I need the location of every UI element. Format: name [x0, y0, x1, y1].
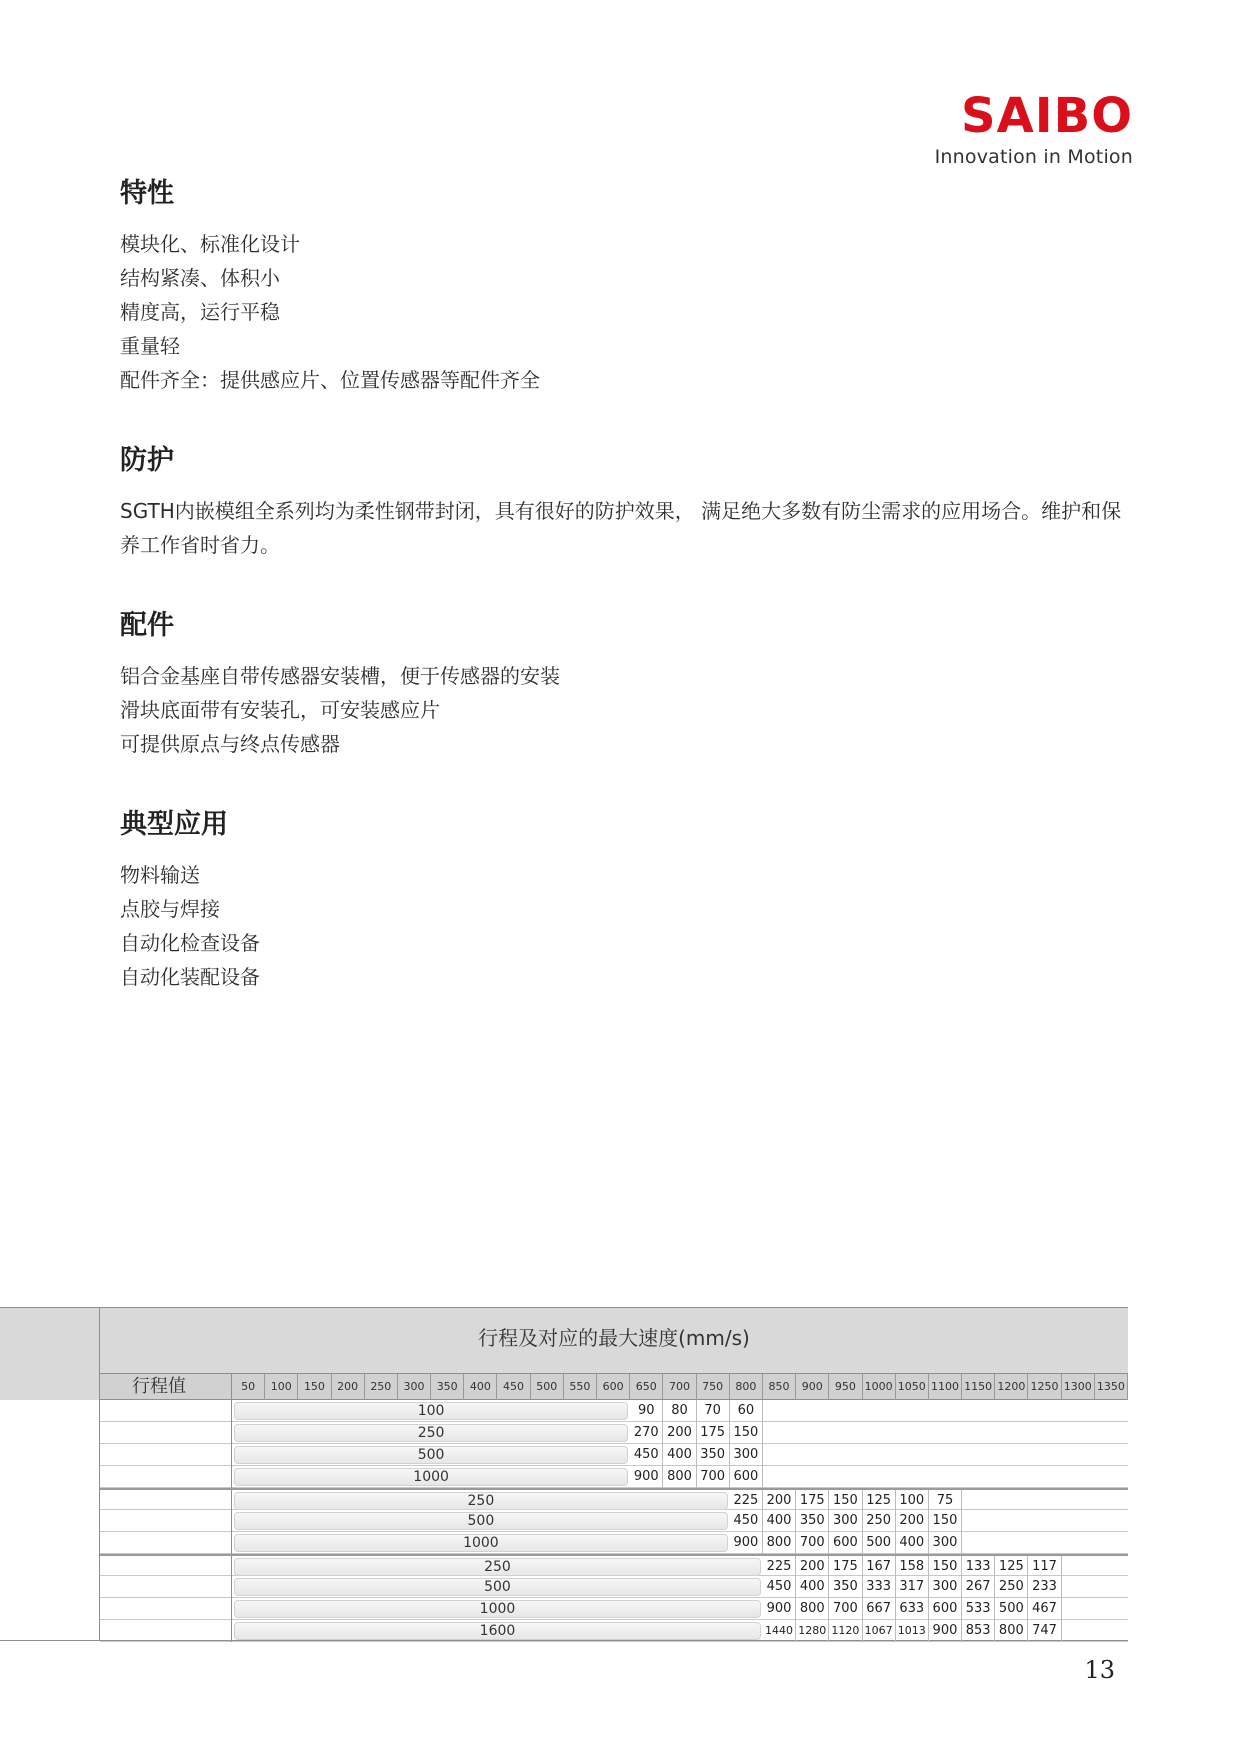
stroke-axis-cell: 1350	[1095, 1374, 1128, 1400]
speed-value-cell: 133	[962, 1556, 995, 1578]
section-title-features: 特性	[120, 178, 174, 209]
stroke-axis-cell: 100	[265, 1374, 298, 1400]
table-row	[100, 1466, 1128, 1488]
speed-value-cell: 1120	[829, 1620, 862, 1642]
stroke-axis-cell: 300	[398, 1374, 431, 1400]
stroke-axis-cell: 650	[630, 1374, 663, 1400]
feature-line-3: 精度高，运行平稳	[120, 300, 280, 325]
row-label-cell	[100, 1532, 232, 1554]
table-row	[100, 1620, 1128, 1642]
stroke-range-label: 500	[417, 1447, 445, 1463]
speed-value-cell: 600	[929, 1598, 962, 1620]
speed-value-cell: 400	[796, 1576, 829, 1598]
speed-value-cell: 225	[763, 1556, 796, 1578]
table-title: 行程及对应的最大速度(mm/s)	[478, 1326, 750, 1350]
speed-value-cell: 175	[796, 1490, 829, 1512]
stroke-axis-cell: 1250	[1028, 1374, 1061, 1400]
protection-paragraph: SGTH内嵌模组全系列均为柔性钢带封闭，具有很好的防护效果， 满足绝大多数有防尘需求的应用场合。维护和保养工作省时省力。	[120, 499, 1122, 558]
table-row	[100, 1510, 1128, 1532]
speed-value-cell: 400	[896, 1532, 929, 1554]
speed-value-cell: 100	[896, 1490, 929, 1512]
features-section	[120, 178, 1130, 397]
speed-value-cell: 600	[730, 1466, 763, 1488]
table-row	[100, 1400, 1128, 1422]
speed-value-cell: 125	[863, 1490, 896, 1512]
content-area	[120, 178, 1130, 1042]
accessory-line-1: 铝合金基座自带传感器安装槽，便于传感器的安装	[120, 664, 560, 689]
speed-value-cell: 300	[929, 1532, 962, 1554]
application-line-4: 自动化装配设备	[120, 965, 260, 990]
speed-value-cell: 200	[796, 1556, 829, 1578]
speed-value-cell: 450	[730, 1510, 763, 1532]
speed-value-cell: 1440	[763, 1620, 796, 1642]
speed-value-cell: 900	[763, 1598, 796, 1620]
speed-value-cell: 900	[730, 1532, 763, 1554]
speed-value-cell: 800	[796, 1598, 829, 1620]
stroke-axis-cell: 850	[763, 1374, 796, 1400]
speed-value-cell: 800	[663, 1466, 696, 1488]
speed-value-cell: 533	[962, 1598, 995, 1620]
stroke-axis-cell: 1100	[929, 1374, 962, 1400]
table-row	[100, 1532, 1128, 1554]
stroke-axis-cell: 50	[232, 1374, 265, 1400]
row-label-header: 行程值	[100, 1374, 232, 1400]
speed-value-cell: 225	[730, 1490, 763, 1512]
stroke-axis-cell: 550	[564, 1374, 597, 1400]
stroke-range-label: 250	[467, 1493, 495, 1509]
stroke-range-label: 1000	[413, 1469, 449, 1485]
speed-value-cell: 317	[896, 1576, 929, 1598]
speed-value-cell: 167	[863, 1556, 896, 1578]
speed-value-cell: 1280	[796, 1620, 829, 1642]
row-label-cell	[100, 1422, 232, 1444]
stroke-range-label: 1600	[479, 1623, 516, 1639]
stroke-axis-cell: 800	[730, 1374, 763, 1400]
speed-value-cell: 400	[663, 1444, 696, 1466]
brand-block	[903, 88, 1133, 168]
row-label-cell	[100, 1400, 232, 1422]
row-label-cell	[100, 1556, 232, 1578]
speed-value-cell: 853	[962, 1620, 995, 1642]
section-title-applications: 典型应用	[120, 809, 228, 841]
stroke-axis-cell: 700	[663, 1374, 696, 1400]
protection-section	[120, 445, 1130, 562]
speed-value-cell: 500	[863, 1532, 896, 1554]
stroke-axis-cell: 1200	[995, 1374, 1028, 1400]
application-line-1: 物料输送	[120, 863, 200, 888]
application-line-3: 自动化检查设备	[120, 931, 260, 956]
speed-value-cell: 350	[796, 1510, 829, 1532]
speed-value-cell: 200	[896, 1510, 929, 1532]
stroke-axis-cell: 500	[531, 1374, 564, 1400]
stroke-axis-cell: 900	[796, 1374, 829, 1400]
stroke-axis-cell: 950	[829, 1374, 862, 1400]
speed-value-cell: 667	[863, 1598, 896, 1620]
speed-value-cell: 400	[763, 1510, 796, 1532]
section-title-accessories: 配件	[120, 610, 174, 642]
page-number: 13	[1084, 1656, 1115, 1684]
speed-value-cell: 150	[829, 1490, 862, 1512]
speed-value-cell: 117	[1028, 1556, 1061, 1578]
speed-value-cell: 150	[730, 1422, 763, 1444]
stroke-range-label: 500	[467, 1513, 495, 1529]
feature-line-4: 重量轻	[120, 334, 180, 359]
speed-value-cell: 800	[763, 1532, 796, 1554]
speed-value-cell: 450	[630, 1444, 663, 1466]
stroke-range-label: 250	[417, 1425, 445, 1441]
stroke-axis-cell: 750	[697, 1374, 730, 1400]
speed-value-cell: 233	[1028, 1576, 1061, 1598]
stroke-axis-cell: 400	[464, 1374, 497, 1400]
section-title-protection: 防护	[120, 445, 174, 477]
speed-value-cell: 350	[829, 1576, 862, 1598]
speed-value-cell: 350	[697, 1444, 730, 1466]
table-body	[100, 1400, 1128, 1642]
speed-value-cell: 175	[829, 1556, 862, 1578]
table-row	[100, 1576, 1128, 1598]
stroke-axis-cell: 450	[497, 1374, 530, 1400]
speed-value-cell: 250	[863, 1510, 896, 1532]
applications-section	[120, 809, 1130, 994]
speed-value-cell: 633	[896, 1598, 929, 1620]
stroke-axis-cell: 1300	[1062, 1374, 1095, 1400]
speed-value-cell: 500	[995, 1598, 1028, 1620]
speed-table	[0, 1307, 1128, 1641]
speed-value-cell: 70	[697, 1400, 730, 1422]
stroke-axis-cell: 250	[365, 1374, 398, 1400]
speed-value-cell: 200	[663, 1422, 696, 1444]
speed-value-cell: 90	[630, 1400, 663, 1422]
speed-value-cell: 1067	[863, 1620, 896, 1642]
stroke-range-label: 500	[484, 1579, 511, 1595]
speed-value-cell: 200	[763, 1490, 796, 1512]
row-label-cell	[100, 1444, 232, 1466]
feature-line-5: 配件齐全：提供感应片、位置传感器等配件齐全	[120, 368, 540, 393]
speed-value-cell: 125	[995, 1556, 1028, 1578]
speed-value-cell: 600	[829, 1532, 862, 1554]
speed-value-cell: 267	[962, 1576, 995, 1598]
speed-value-cell: 250	[995, 1576, 1028, 1598]
row-label-cell	[100, 1466, 232, 1488]
speed-value-cell: 333	[863, 1576, 896, 1598]
stroke-range-label: 1000	[463, 1535, 499, 1551]
speed-table-main	[100, 1308, 1128, 1640]
row-label-cell	[100, 1620, 232, 1642]
stroke-axis-cell: 350	[431, 1374, 464, 1400]
speed-value-cell: 150	[929, 1556, 962, 1578]
stroke-axis-cell: 1050	[896, 1374, 929, 1400]
table-row	[100, 1488, 1128, 1510]
speed-value-cell: 150	[929, 1510, 962, 1532]
speed-value-cell: 1013	[896, 1620, 929, 1642]
speed-value-cell: 700	[829, 1598, 862, 1620]
row-label-cell	[100, 1490, 232, 1512]
speed-value-cell: 700	[697, 1466, 730, 1488]
brand-logo: SAIBO	[961, 88, 1133, 144]
speed-value-cell: 800	[995, 1620, 1028, 1642]
accessories-section	[120, 610, 1130, 761]
speed-value-cell: 300	[829, 1510, 862, 1532]
stroke-range-label: 1000	[479, 1601, 516, 1617]
brand-tagline: Innovation in Motion	[934, 146, 1133, 168]
feature-line-1: 模块化、标准化设计	[120, 232, 300, 257]
table-row	[100, 1422, 1128, 1444]
row-label-cell	[100, 1576, 232, 1598]
table-row	[100, 1554, 1128, 1576]
speed-value-cell: 300	[929, 1576, 962, 1598]
stroke-axis-cell: 600	[597, 1374, 630, 1400]
speed-value-cell: 175	[697, 1422, 730, 1444]
stroke-range-label: 250	[484, 1559, 511, 1575]
table-header	[100, 1308, 1128, 1374]
table-left-body-band	[0, 1308, 100, 1640]
table-subheader	[100, 1374, 1128, 1400]
speed-value-cell: 700	[796, 1532, 829, 1554]
speed-value-cell: 450	[763, 1576, 796, 1598]
speed-value-cell: 900	[929, 1620, 962, 1642]
speed-value-cell: 80	[663, 1400, 696, 1422]
application-line-2: 点胶与焊接	[120, 897, 220, 922]
stroke-axis-cell: 1000	[863, 1374, 896, 1400]
speed-value-cell: 900	[630, 1466, 663, 1488]
speed-value-cell: 270	[630, 1422, 663, 1444]
speed-value-cell: 300	[730, 1444, 763, 1466]
stroke-axis-cell: 200	[332, 1374, 365, 1400]
stroke-axis-cell: 1150	[962, 1374, 995, 1400]
speed-value-cell: 747	[1028, 1620, 1061, 1642]
table-row	[100, 1598, 1128, 1620]
stroke-range-label: 100	[417, 1403, 445, 1419]
speed-value-cell: 467	[1028, 1598, 1061, 1620]
row-label-cell	[100, 1598, 232, 1620]
accessory-line-3: 可提供原点与终点传感器	[120, 732, 340, 757]
table-row	[100, 1444, 1128, 1466]
accessory-line-2: 滑块底面带有安装孔，可安装感应片	[120, 698, 440, 723]
feature-line-2: 结构紧凑、体积小	[120, 266, 280, 291]
speed-value-cell: 60	[730, 1400, 763, 1422]
speed-value-cell: 75	[929, 1490, 962, 1512]
speed-value-cell: 158	[896, 1556, 929, 1578]
row-label-cell	[100, 1510, 232, 1532]
stroke-axis-cell: 150	[298, 1374, 331, 1400]
